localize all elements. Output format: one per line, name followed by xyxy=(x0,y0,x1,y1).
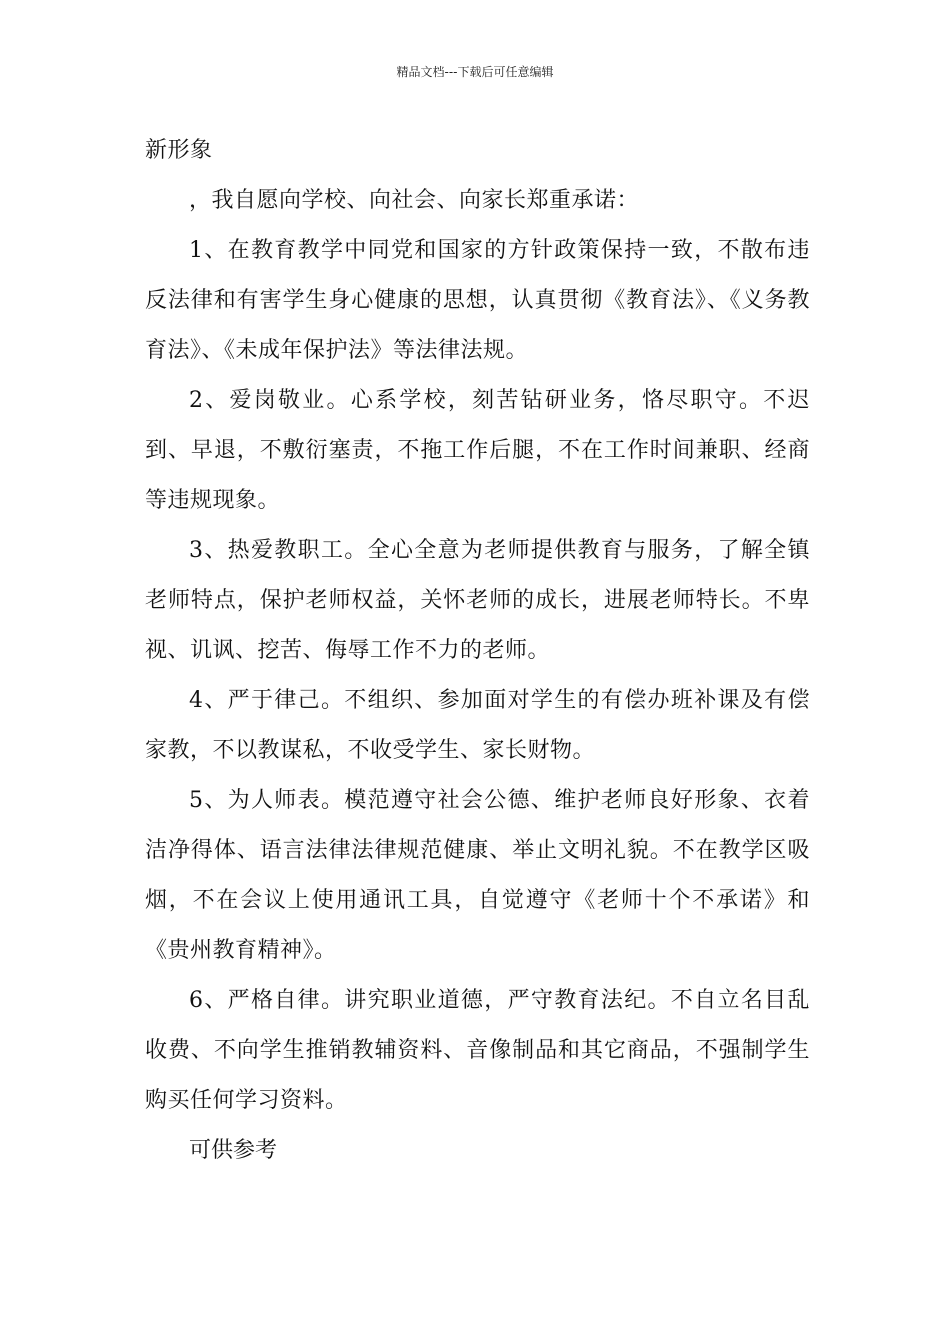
pledge-item-5: 5、为人师表。模范遵守社会公德、维护老师良好形象、衣着洁净得体、语言法律法律规范健康、举止文明礼貌。不在教学区吸烟，不在会议上使用通讯工具，自觉遵守《老师十个不承诺》和《贵州教育精神》。 xyxy=(145,788,810,963)
pledge-item-4: 4、严于律己。不组织、参加面对学生的有偿办班补课及有偿家教，不以教谋私，不收受学生、家长财物。 xyxy=(145,688,810,763)
intro-paragraph: ，我自愿向学校、向社会、向家长郑重承诺： xyxy=(189,188,640,213)
pledge-item-3: 3、热爱教职工。全心全意为老师提供教育与服务，了解全镇老师特点，保护老师权益，关怀老师的成长，进展老师特长。不卑视、讥讽、挖苦、侮辱工作不力的老师。 xyxy=(145,538,810,663)
pledge-item-2: 2、爱岗敬业。心系学校，刻苦钻研业务，恪尽职守。不迟到、早退，不敷衍塞责，不拖工作后腿，不在工作时间兼职、经商等违规现象。 xyxy=(145,388,810,513)
opening-fragment: 新形象 xyxy=(145,138,213,163)
document-body xyxy=(145,126,810,1176)
pledge-item-6: 6、严格自律。讲究职业道德，严守教育法纪。不自立名目乱收费、不向学生推销教辅资料、音像制品和其它商品，不强制学生购买任何学习资料。 xyxy=(145,988,810,1113)
page-header: 精品文档---下载后可任意编辑 xyxy=(396,65,554,79)
closing-note: 可供参考 xyxy=(189,1138,278,1163)
pledge-item-1: 1、在教育教学中同党和国家的方针政策保持一致，不散布违反法律和有害学生身心健康的思想，认真贯彻《教育法》、《义务教育法》、《未成年保护法》等法律法规。 xyxy=(145,238,810,363)
